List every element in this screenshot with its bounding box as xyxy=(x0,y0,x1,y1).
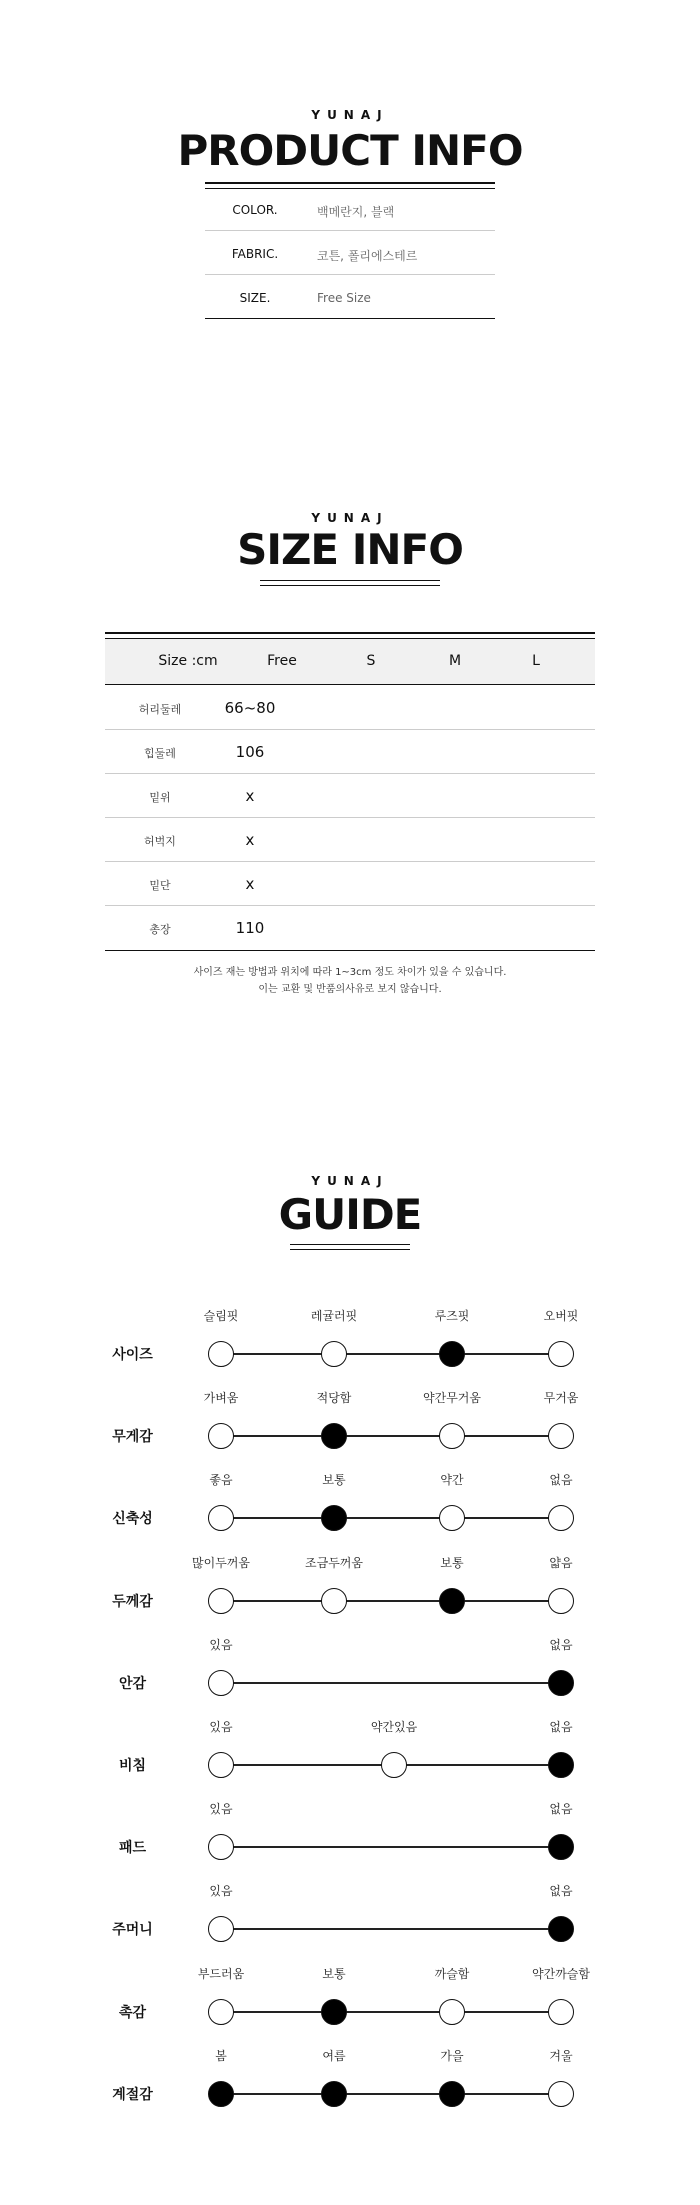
size-header-free: Free xyxy=(267,653,297,669)
guide-option-label: 슬림핏 xyxy=(203,1309,239,1323)
guide-row xyxy=(0,1626,700,1708)
row-free-value: x xyxy=(245,787,255,805)
guide-scale-line xyxy=(220,2011,562,2013)
size-header-s: S xyxy=(366,653,376,669)
selected-dot xyxy=(439,2081,465,2107)
unselected-dot xyxy=(208,1588,234,1614)
divider xyxy=(105,684,595,685)
guide-option-label: 무거움 xyxy=(543,1391,579,1406)
selected-dot xyxy=(321,1999,347,2025)
divider xyxy=(260,580,440,581)
guide-option-label: 약간 xyxy=(440,1473,464,1488)
unselected-dot xyxy=(548,1423,574,1449)
guide-row xyxy=(0,1872,700,1954)
guide-option-label: 많이두꺼움 xyxy=(192,1555,250,1570)
row-label: 힙둘레 xyxy=(144,747,176,760)
guide-row-label: 주머니 xyxy=(112,1922,153,1939)
guide-row-label: 계절감 xyxy=(112,2086,153,2103)
fabric-label: FABRIC. xyxy=(231,247,279,261)
guide-option-label: 가벼움 xyxy=(203,1391,239,1406)
row-free-value: 110 xyxy=(235,919,265,937)
guide-title: GUIDE xyxy=(278,1190,422,1239)
row-label: 허벅지 xyxy=(144,835,176,848)
unselected-dot xyxy=(548,2081,574,2107)
selected-dot xyxy=(439,1588,465,1614)
product-info-row xyxy=(205,189,495,233)
divider xyxy=(105,632,595,634)
guide-option-label: 여름 xyxy=(322,2048,346,2063)
row-free-value: 106 xyxy=(235,743,265,761)
color-label: COLOR. xyxy=(232,203,278,217)
guide-option-label: 조금두꺼움 xyxy=(305,1555,363,1570)
guide-row-label: 사이즈 xyxy=(112,1347,153,1363)
product-info-title: PRODUCT INFO xyxy=(177,126,523,175)
size-header-l: L xyxy=(532,653,540,669)
guide-option-label: 없음 xyxy=(549,1802,573,1817)
row-label: 밑단 xyxy=(149,879,171,892)
divider xyxy=(105,950,595,951)
size-label: SIZE. xyxy=(239,291,271,305)
selected-dot xyxy=(321,2081,347,2107)
guide-row-label: 두께감 xyxy=(112,1593,153,1610)
guide-row xyxy=(0,1544,700,1626)
guide-option-label: 있음 xyxy=(209,1884,233,1899)
table-row xyxy=(105,906,595,950)
guide-option-label: 보통 xyxy=(322,1966,346,1981)
product-info-brand: YUNAJ xyxy=(311,108,389,122)
product-info-row xyxy=(205,233,495,277)
unselected-dot xyxy=(208,1670,234,1696)
unselected-dot xyxy=(321,1588,347,1614)
guide-option-label: 얇음 xyxy=(549,1555,573,1570)
unselected-dot xyxy=(548,1341,574,1367)
divider xyxy=(205,318,495,319)
guide-option-label: 봄 xyxy=(215,2048,227,2063)
guide-option-label: 있음 xyxy=(209,1637,233,1652)
size-table-header xyxy=(105,639,595,684)
guide-option-label: 약간있음 xyxy=(370,1720,418,1734)
guide-option-label: 적당함 xyxy=(316,1391,352,1406)
unselected-dot xyxy=(208,1999,234,2025)
unselected-dot xyxy=(208,1505,234,1531)
selected-dot xyxy=(548,1752,574,1778)
guide-option-label: 약간까슬함 xyxy=(532,1966,590,1981)
guide-row-label: 신축성 xyxy=(112,1511,153,1528)
guide-row-label: 패드 xyxy=(118,1840,147,1857)
guide-scale-line xyxy=(220,1517,562,1519)
row-label: 총장 xyxy=(149,923,171,936)
fabric-value: 코튼, 폴리에스테르 xyxy=(317,249,418,263)
size-note-line1: 사이즈 재는 방법과 위치에 따라 1~3cm 정도 차이가 있을 수 있습니다. xyxy=(193,967,507,978)
selected-dot xyxy=(548,1916,574,1942)
size-value: Free Size xyxy=(317,291,371,305)
guide-row-label: 비침 xyxy=(118,1758,147,1774)
row-free-value: x xyxy=(245,831,255,849)
divider xyxy=(205,274,495,275)
row-free-value: x xyxy=(245,875,255,893)
guide-option-label: 좋음 xyxy=(209,1473,233,1488)
color-value: 백메란지, 블랙 xyxy=(317,205,395,219)
guide-option-label: 레귤러핏 xyxy=(310,1309,358,1323)
selected-dot xyxy=(321,1423,347,1449)
unselected-dot xyxy=(439,1999,465,2025)
product-info-row xyxy=(205,277,495,321)
selected-dot xyxy=(208,2081,234,2107)
row-free-value: 66~80 xyxy=(224,699,276,717)
guide-row-label: 촉감 xyxy=(118,2004,147,2021)
divider xyxy=(205,230,495,231)
divider xyxy=(205,182,495,184)
unselected-dot xyxy=(208,1752,234,1778)
size-note-line2: 이는 교환 및 반품의사유로 보지 않습니다. xyxy=(258,984,442,995)
divider xyxy=(290,1244,410,1245)
table-row xyxy=(105,862,595,906)
guide-option-label: 가을 xyxy=(440,2048,464,2063)
guide-option-label: 있음 xyxy=(209,1720,233,1734)
guide-scale-line xyxy=(220,1846,562,1848)
size-info-title: SIZE INFO xyxy=(237,525,463,574)
size-info-brand: YUNAJ xyxy=(311,511,389,525)
guide-option-label: 없음 xyxy=(549,1473,573,1488)
unselected-dot xyxy=(208,1916,234,1942)
guide-row xyxy=(0,1461,700,1543)
guide-row xyxy=(0,1790,700,1872)
unselected-dot xyxy=(548,1588,574,1614)
guide-row xyxy=(0,1955,700,2037)
guide-scale-line xyxy=(220,2093,562,2095)
unselected-dot xyxy=(208,1423,234,1449)
guide-brand: YUNAJ xyxy=(311,1174,389,1188)
guide-scale-line xyxy=(220,1928,562,1930)
guide-scale-line xyxy=(220,1600,562,1602)
unselected-dot xyxy=(208,1341,234,1367)
selected-dot xyxy=(321,1505,347,1531)
size-header-unit: Size :cm xyxy=(158,653,218,669)
guide-scale-line xyxy=(220,1682,562,1684)
unselected-dot xyxy=(208,1834,234,1860)
table-row xyxy=(105,774,595,818)
row-label: 밑위 xyxy=(149,791,171,804)
guide-option-label: 없음 xyxy=(549,1720,573,1734)
guide-row xyxy=(0,2037,700,2119)
unselected-dot xyxy=(439,1505,465,1531)
guide-option-label: 약간무거움 xyxy=(423,1391,481,1406)
table-row xyxy=(105,818,595,862)
selected-dot xyxy=(548,1834,574,1860)
guide-row xyxy=(0,1379,700,1461)
guide-option-label: 까슬함 xyxy=(434,1966,470,1981)
guide-option-label: 루즈핏 xyxy=(434,1309,470,1323)
size-header-m: M xyxy=(448,653,462,669)
divider xyxy=(260,585,440,586)
unselected-dot xyxy=(439,1423,465,1449)
divider xyxy=(290,1249,410,1250)
guide-option-label: 겨울 xyxy=(549,2048,573,2063)
guide-scale-line xyxy=(220,1435,562,1437)
unselected-dot xyxy=(548,1999,574,2025)
guide-option-label: 부드러움 xyxy=(197,1966,245,1981)
unselected-dot xyxy=(548,1505,574,1531)
table-row xyxy=(105,730,595,774)
unselected-dot xyxy=(381,1752,407,1778)
guide-row xyxy=(0,1297,700,1379)
guide-row-label: 안감 xyxy=(118,1675,147,1692)
guide-row-label: 무게감 xyxy=(112,1429,153,1446)
row-label: 허리둘레 xyxy=(138,703,182,716)
guide-option-label: 오버핏 xyxy=(543,1309,579,1323)
table-row xyxy=(105,686,595,730)
guide-option-label: 없음 xyxy=(549,1637,573,1652)
guide-scale-line xyxy=(220,1353,562,1355)
selected-dot xyxy=(548,1670,574,1696)
guide-option-label: 있음 xyxy=(209,1802,233,1817)
unselected-dot xyxy=(321,1341,347,1367)
guide-row xyxy=(0,1708,700,1790)
selected-dot xyxy=(439,1341,465,1367)
guide-option-label: 없음 xyxy=(549,1884,573,1899)
guide-option-label: 보통 xyxy=(322,1473,346,1488)
guide-option-label: 보통 xyxy=(440,1555,464,1570)
